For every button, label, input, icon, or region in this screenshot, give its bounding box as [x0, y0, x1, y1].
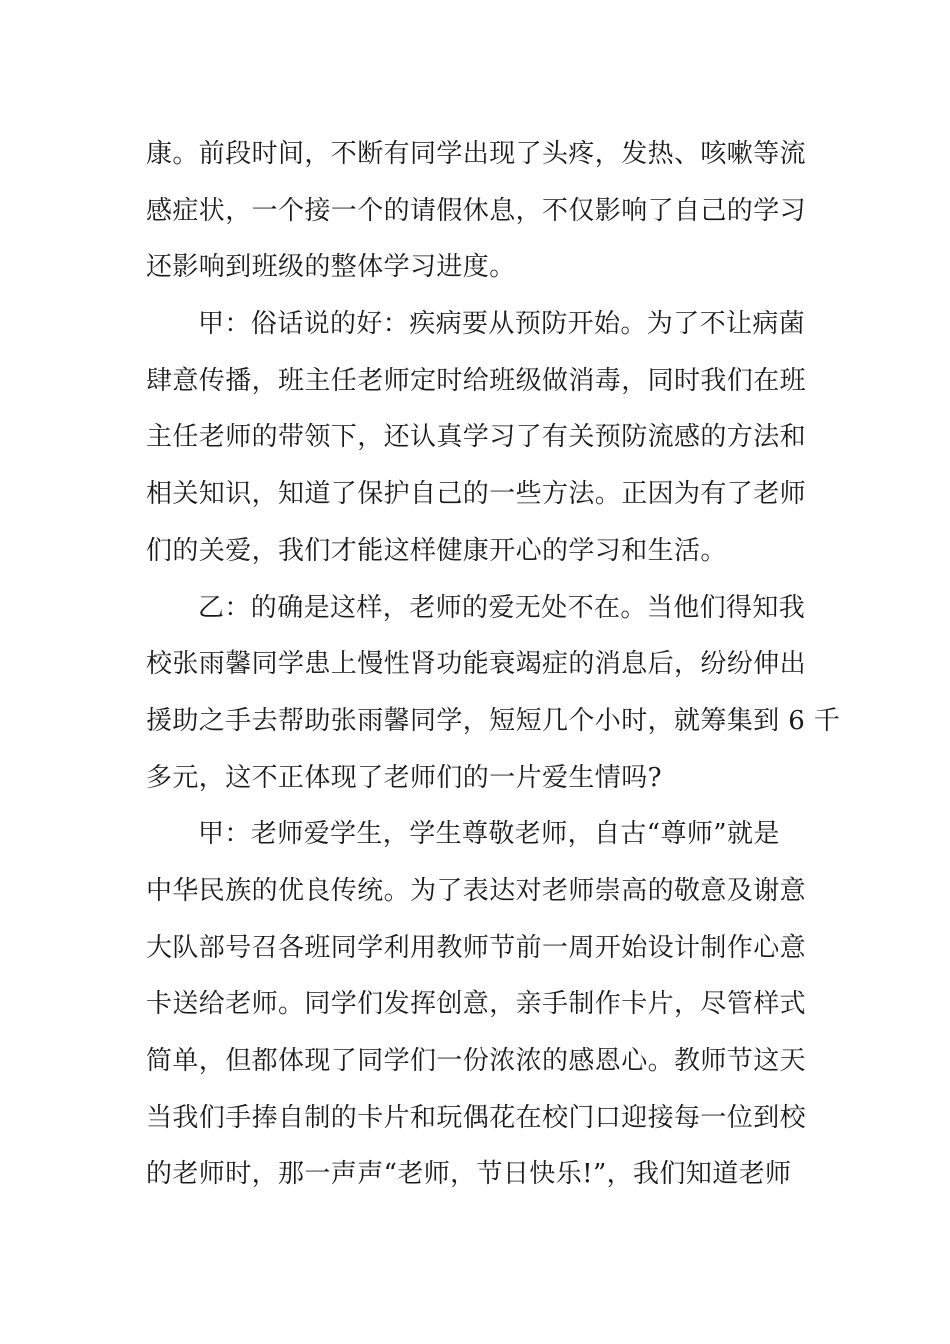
- text-line: 多元，这不正体现了老师们的一片爱生情吗?: [146, 762, 662, 793]
- text-line: 中华民族的优良传统。为了表达对老师崇高的敬意及谢意: [146, 875, 807, 906]
- text-line: 相关知识，知道了保护自己的一些方法。正因为有了老师: [146, 479, 807, 510]
- text-line: 们的关爱，我们才能这样健康开心的学习和生活。: [146, 535, 727, 566]
- text-line: 的老师时，那一声声“老师，节日快乐!”，我们知道老师: [146, 1159, 792, 1190]
- text-line: 简单，但都体现了同学们一份浓浓的感恩心。教师节这天: [146, 1046, 807, 1076]
- body-text: [146, 126, 841, 1203]
- text-line: 卡送给老师。同学们发挥创意，亲手制作卡片，尽管样式: [146, 989, 807, 1020]
- text-line: 感症状，一个接一个的请假休息，不仅影响了自己的学习: [146, 195, 807, 226]
- text-line: 肆意传播，班主任老师定时给班级做消毒，同时我们在班: [146, 365, 807, 396]
- paragraph-first-line: 甲：俗话说的好：疾病要从预防开始。为了不让病菌: [198, 309, 806, 340]
- text-line: 康。前段时间，不断有同学出现了头疼，发热、咳嗽等流: [146, 139, 807, 169]
- text-line: 援助之手去帮助张雨馨同学，短短几个小时，就筹集到 6 千: [146, 705, 841, 736]
- text-line: 当我们手捧自制的卡片和玩偶花在校门口迎接每一位到校: [146, 1102, 807, 1133]
- text-line: 还影响到班级的整体学习进度。: [146, 252, 516, 283]
- text-line: 校张雨馨同学患上慢性肾功能衰竭症的消息后，纷纷伸出: [146, 649, 807, 680]
- paragraph-first-line: 乙：的确是这样，老师的爱无处不在。当他们得知我: [198, 592, 806, 623]
- text-line: 大队部号召各班同学利用教师节前一周开始设计制作心意: [146, 932, 807, 963]
- paragraph-first-line: 甲：老师爱学生，学生尊敬老师，自古“尊师”就是: [198, 819, 780, 850]
- text-line: 主任老师的带领下，还认真学习了有关预防流感的方法和: [146, 422, 807, 453]
